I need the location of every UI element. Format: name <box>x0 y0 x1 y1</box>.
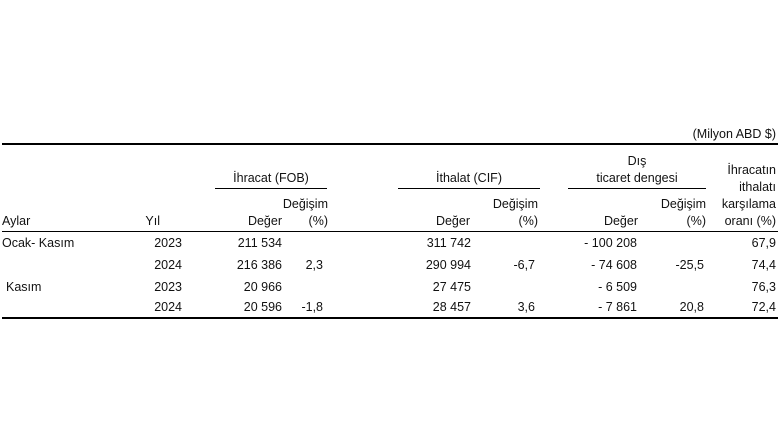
row-year: 2023 <box>154 280 182 294</box>
row-export-value: 20 596 <box>243 300 282 314</box>
coverage-header-line3: karşılama <box>721 197 776 211</box>
row-import-value: 28 457 <box>432 300 471 314</box>
row-year: 2023 <box>154 236 182 250</box>
export-group-rule <box>215 188 327 189</box>
row-export-value: 216 386 <box>236 258 282 272</box>
row-coverage: 72,4 <box>751 300 776 314</box>
balance-value-header: Değer <box>603 214 638 228</box>
row-import-value: 290 994 <box>425 258 471 272</box>
top-rule <box>2 143 778 145</box>
row-import-change: 3,6 <box>517 300 535 314</box>
row-export-value: 20 966 <box>243 280 282 294</box>
row-export-change: 2,3 <box>305 258 323 272</box>
row-import-value: 311 742 <box>426 236 471 250</box>
row-coverage: 67,9 <box>751 236 776 250</box>
row-import-value: 27 475 <box>432 280 471 294</box>
coverage-header-line2: ithalatı <box>739 180 776 194</box>
row-balance-value: - 100 208 <box>584 236 637 250</box>
row-period: Kasım <box>6 280 42 294</box>
row-coverage: 76,3 <box>751 280 776 294</box>
export-header: İhracat (FOB) <box>233 171 309 185</box>
coverage-header-line1: İhracatın <box>727 163 776 177</box>
balance-header-line2: ticaret dengesi <box>596 171 678 185</box>
balance-group-rule <box>568 188 706 189</box>
row-balance-change: -25,5 <box>675 258 704 272</box>
row-balance-value: - 7 861 <box>598 300 637 314</box>
row-balance-value: - 6 509 <box>598 280 637 294</box>
row-import-change: -6,7 <box>513 258 535 272</box>
row-balance-change: 20,8 <box>679 300 704 314</box>
import-value-header: Değer <box>435 214 470 228</box>
row-export-value: 211 534 <box>237 236 282 250</box>
row-year: 2024 <box>154 300 182 314</box>
balance-header-line1: Dış <box>627 154 647 168</box>
coverage-header-line4: oranı (%) <box>724 214 776 228</box>
export-value-header: Değer <box>247 214 282 228</box>
row-balance-value: - 74 608 <box>591 258 637 272</box>
balance-change-header: Değişim <box>660 197 706 211</box>
import-header: İthalat (CIF) <box>436 171 502 185</box>
row-coverage: 74,4 <box>751 258 776 272</box>
import-group-rule <box>398 188 540 189</box>
bottom-rule <box>2 317 778 319</box>
unit-note: (Milyon ABD $) <box>692 127 776 141</box>
row-year: 2024 <box>154 258 182 272</box>
export-pct-header: (%) <box>308 214 328 228</box>
header-rule <box>2 231 778 232</box>
year-header: Yıl <box>145 214 160 228</box>
export-change-header: Değişim <box>282 197 328 211</box>
import-pct-header: (%) <box>518 214 538 228</box>
months-header: Aylar <box>2 214 31 228</box>
row-export-change: -1,8 <box>301 300 323 314</box>
import-change-header: Değişim <box>492 197 538 211</box>
row-period: Ocak- Kasım <box>2 236 75 250</box>
balance-pct-header: (%) <box>686 214 706 228</box>
